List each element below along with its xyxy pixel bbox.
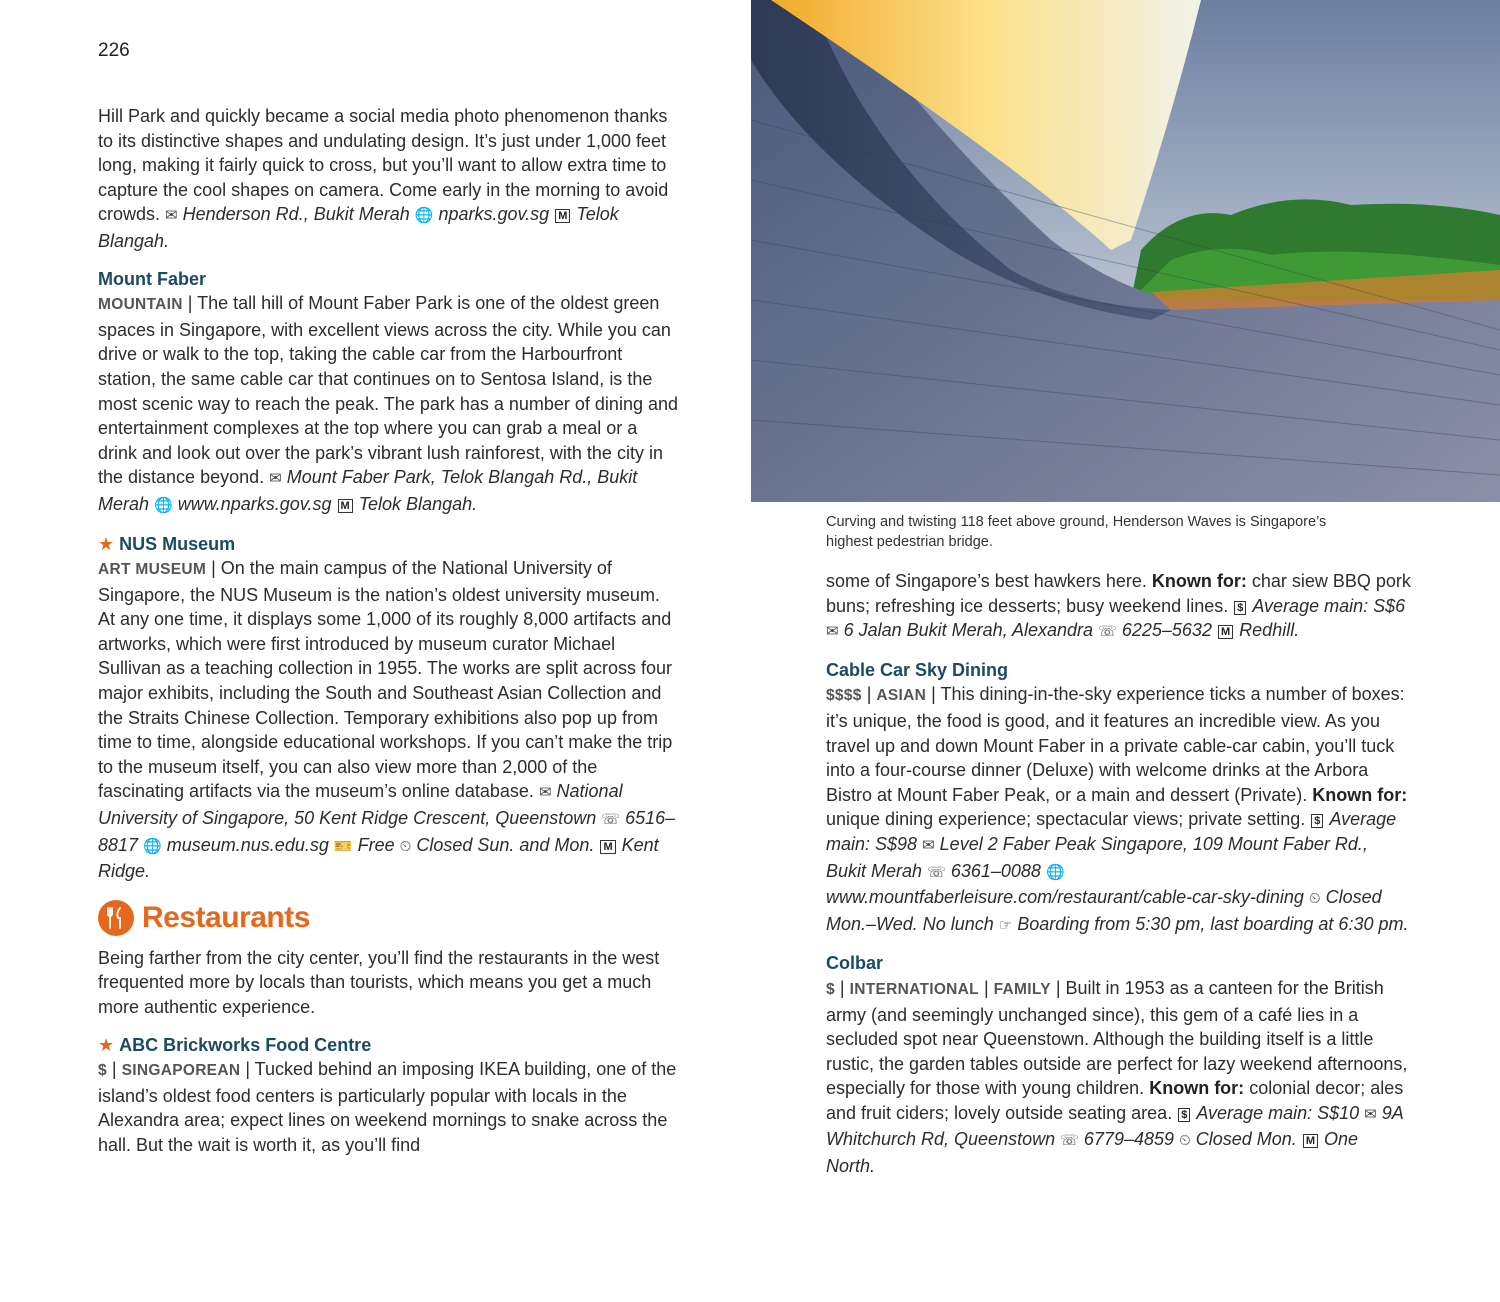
cable-car-address: Level 2 Faber Peak Singapore, 109 Mount Faber Rd., Bukit Merah	[826, 833, 1368, 881]
fork-knife-icon	[98, 900, 134, 936]
colbar-address: 9A Whitchurch Rd, Queenstown	[826, 1102, 1404, 1150]
cable-car-hours: Closed Mon.–Wed. No lunch	[826, 887, 1382, 934]
colbar-title: Colbar	[826, 953, 884, 974]
star-icon: ★	[98, 533, 115, 554]
nus-museum-metro: Kent Ridge.	[98, 834, 659, 882]
cable-car-phone: 6361–0088	[950, 860, 1041, 881]
mount-faber-address: Mount Faber Park, Telok Blangah Rd., Bukit Merah	[98, 467, 638, 514]
restaurants-intro: Being farther from the city center, you’ll find the restaurants in the west frequented more by locals than tourists, which means you get a much more authentic experience.	[98, 947, 660, 1017]
restaurants-heading	[98, 900, 678, 936]
ticket-icon: 🎫	[333, 837, 353, 855]
phone-icon: ☏	[601, 811, 621, 829]
colbar-known-label: Known for:	[1149, 1078, 1245, 1099]
mail-icon: ✉	[538, 784, 552, 802]
colbar-metro: One North.	[826, 1129, 1359, 1177]
bridge-illustration	[751, 0, 1500, 502]
abc-continued	[826, 569, 1411, 645]
mount-faber-web-link[interactable]: www.nparks.gov.sg	[177, 493, 332, 514]
phone-icon: ☏	[1098, 623, 1117, 641]
abc-known-label: Known for:	[1151, 571, 1247, 591]
henderson-waves-photo	[751, 0, 1500, 502]
mount-faber-metro: Telok Blangah.	[358, 493, 478, 514]
phone-icon: ☏	[927, 863, 946, 881]
intro-address: Henderson Rd., Bukit Merah	[182, 204, 410, 225]
cable-car-note: Boarding from 5:30 pm, last boarding at 6:30 pm.	[1017, 913, 1409, 934]
nus-museum-title: NUS Museum	[119, 533, 236, 554]
cable-car-entry: Cable Car Sky Dining $$$$ | ASIAN | This dining-in-the-sky experience ticks a number of boxes: it’s unique, the food is good, and it features an incredible view. As you travel up and down Mount Faber in a private cable-car cabin, you’ll tuck into a four-course dinner (Deluxe) with welcome drinks at the Arbora Bistro at Mount Faber Peak, or a main and dessert (Private). Known for: unique dining experience; spectacular views; private setting. $ Average main: S$98 ✉ Level 2 Faber Peak Singapore, 109 Mount Faber Rd., Bukit Merah ☏ 6361–0088 🌐 www.mountfaberleisure.com/restaurant/cable-car-sky-dining ⏲ Closed Mon.–Wed. No lunch ☞ Boarding from 5:30 pm, last boarding at 6:30 pm.	[826, 659, 1409, 934]
mail-icon: ✉	[922, 836, 935, 854]
metro-icon: M	[1303, 1134, 1318, 1148]
right-column	[826, 569, 1411, 1179]
mount-faber-text: The tall hill of Mount Faber Park is one of the oldest green spaces in Singapore, with excellent views across the city. While you can drive or walk to the top, taking the cable car from the Harbourfront station, the same cable car that continues on to Sentosa Island, is the most scenic way to reach the peak. The park has a number of dining and entertainment complexes at the top where you can grab a meal or a drink and look out over the park’s vibrant lush rainforest, with the city in the distance beyond.	[98, 293, 678, 488]
globe-icon: 🌐	[154, 496, 173, 514]
nus-museum-category: ART MUSEUM	[98, 561, 207, 579]
cable-car-text: This dining-in-the-sky experience ticks a number of boxes: it’s unique, the food is good, and it features an incredible view. As you travel up and down Mount Faber in a private cable-car cabin, you’ll tuck into a four-course dinner (Deluxe) with welcome drinks at the Arbora Bistro at Mount Faber Peak, or a main and dessert (Private).	[826, 684, 1405, 805]
abc-metro: Redhill.	[1239, 620, 1300, 641]
colbar-phone: 6779–4859	[1083, 1129, 1175, 1150]
nus-museum-hours: Closed Sun. and Mon.	[416, 834, 595, 855]
mount-faber-category: MOUNTAIN	[98, 296, 183, 314]
nus-museum-entry: ★ NUS Museum ART MUSEUM | On the main campus of the National University of Singapore, the NUS Museum is the nation’s oldest university museum. At any one time, it displays some 1,000 of its roughly 8,000 artifacts and artworks, which were first introduced by museum curator Michael Sullivan as a teaching collection in 1955. The works are split across four major exhibits, including the South and Southeast Asian Collection and the Straits Chinese Collection. Temporary exhibitions also pop up from time to time, alongside educational workshops. If you can’t make the trip to the museum itself, you can also view more than 2,000 of the fascinating artifacts via the museum’s online database. ✉ National University of Singapore, 50 Kent Ridge Crescent, Queenstown ☏ 6516–8817 🌐 museum.nus.edu.sg 🎫 Free ⏲ Closed Sun. and Mon. M Kent Ridge.	[98, 533, 676, 882]
colbar-text: Built in 1953 as a canteen for the British army (and seemingly unchanged since), this gem of a café lies in a secluded spot near Queenstown. Although the building itself is a little rustic, the garden tables outside are perfect for lazy weekend afternoons, especially for those with young children.	[826, 977, 1408, 1099]
mail-icon: ✉	[269, 470, 282, 488]
cable-car-known: unique dining experience; spectacular views; private setting.	[826, 809, 1306, 830]
abc-category: SINGAPOREAN	[121, 1062, 241, 1080]
abc-entry: ★ ABC Brickworks Food Centre $ | SINGAPOREAN | Tucked behind an imposing IKEA building, one of the island’s oldest food centers is particularly popular with locals in the Alexandra area; expect lines on weekend mornings to snake across the hall. But the wait is worth it, as you’ll find	[98, 1034, 677, 1155]
abc-known: char siew BBQ pork buns; refreshing ice desserts; busy weekend lines.	[826, 571, 1411, 616]
abc-address: 6 Jalan Bukit Merah, Alexandra	[843, 620, 1094, 641]
clock-icon: ⏲	[399, 837, 412, 855]
nus-museum-text: On the main campus of the National University of Singapore, the NUS Museum is the nation’s oldest university museum. At any one time, it displays some 1,000 of its roughly 8,000 artifacts and artworks, which were first introduced by museum curator Michael Sullivan as a teaching collection in 1955. The works are split across four major exhibits, including the South and Southeast Asian Collection and the Straits Chinese Collection. Temporary exhibitions also pop up from time to time, alongside educational workshops. If you can’t make the trip to the museum itself, you can also view more than 2,000 of the fascinating artifacts via the museum’s online database.	[98, 558, 673, 802]
cable-car-web-link[interactable]: www.mountfaberleisure.com/restaurant/cable-car-sky-dining	[826, 887, 1304, 908]
colbar-category: INTERNATIONAL	[849, 980, 979, 998]
metro-icon: M	[555, 209, 570, 223]
abc-title: ABC Brickworks Food Centre	[119, 1034, 372, 1055]
clock-icon: ⏲	[1308, 890, 1321, 908]
mail-icon: ✉	[165, 207, 178, 225]
abc-phone: 6225–5632	[1121, 620, 1212, 641]
mail-icon: ✉	[826, 623, 839, 641]
mail-icon: ✉	[1364, 1105, 1377, 1123]
colbar-known: colonial decor; ales and fruit ciders; lovely outside seating area.	[826, 1078, 1404, 1123]
mount-faber-entry: Mount Faber MOUNTAIN | The tall hill of Mount Faber Park is one of the oldest green spaces in Singapore, with excellent views across the city. While you can drive or walk to the top, taking the cable car from the Harbourfront station, the same cable car that continues on to Sentosa Island, is the most scenic way to reach the peak. The park has a number of dining and entertainment complexes at the top where you can grab a meal or a drink and look out over the park’s vibrant lush rainforest, with the city in the distance beyond. ✉ Mount Faber Park, Telok Blangah Rd., Bukit Merah 🌐 www.nparks.gov.sg M Telok Blangah.	[98, 268, 678, 514]
metro-icon: M	[600, 840, 615, 854]
intro-metro: Telok Blangah.	[98, 204, 619, 251]
globe-icon: 🌐	[143, 837, 162, 855]
hand-pointer-icon: ☞	[998, 916, 1013, 934]
mount-faber-title: Mount Faber	[98, 268, 206, 289]
abc-cont-text: some of Singapore’s best hawkers here.	[826, 571, 1147, 591]
globe-icon: 🌐	[1045, 863, 1065, 881]
page-number: 226	[98, 40, 130, 61]
nus-museum-phone: 6516–8817	[98, 808, 676, 855]
photo-caption: Curving and twisting 118 feet above ground, Henderson Waves is Singapore’s highest pedestrian bridge.	[826, 514, 1327, 550]
colbar-avg: Average main: S$10	[1196, 1102, 1360, 1123]
left-column	[98, 104, 678, 1158]
nus-museum-fee: Free	[357, 834, 395, 855]
cable-car-title: Cable Car Sky Dining	[826, 659, 1009, 680]
colbar-entry: Colbar $ | INTERNATIONAL | FAMILY | Built in 1953 as a canteen for the British army (and seemingly unchanged since), this gem of a café lies in a secluded spot near Queenstown. Although the building itself is a little rustic, the garden tables outside are perfect for lazy weekend afternoons, especially for those with young children. Known for: colonial decor; ales and fruit ciders; lovely outside seating area. $ Average main: S$10 ✉ 9A Whitchurch Rd, Queenstown ☏ 6779–4859 ⏲ Closed Mon. M One North.	[826, 953, 1408, 1177]
cable-car-category: ASIAN	[876, 687, 927, 705]
clock-icon: ⏲	[1179, 1132, 1191, 1150]
cable-car-price: $$$$	[826, 687, 862, 705]
metro-icon: M	[1218, 625, 1233, 639]
colbar-category-2: FAMILY	[993, 980, 1051, 998]
restaurants-title: Restaurants	[142, 900, 310, 934]
colbar-price: $	[826, 980, 835, 998]
dollar-icon: $	[1178, 1108, 1190, 1122]
cable-car-known-label: Known for:	[1312, 784, 1408, 805]
colbar-hours: Closed Mon.	[1195, 1129, 1297, 1150]
abc-text: Tucked behind an imposing IKEA building, one of the island’s oldest food centers is particularly popular with locals in the Alexandra area; expect lines on weekend mornings to snake across the hall. But the wait is worth it, as you’ll find	[98, 1059, 677, 1155]
henderson-intro	[98, 104, 678, 254]
dollar-icon: $	[1234, 601, 1246, 615]
abc-price: $	[98, 1062, 107, 1080]
globe-icon: 🌐	[414, 207, 434, 225]
star-icon: ★	[98, 1034, 115, 1055]
abc-avg: Average main: S$6	[1252, 595, 1406, 616]
metro-icon: M	[338, 499, 353, 513]
cable-car-avg: Average main: S$98	[826, 809, 1397, 854]
phone-icon: ☏	[1060, 1132, 1079, 1150]
nus-museum-address: National University of Singapore, 50 Kent Ridge Crescent, Queenstown	[98, 781, 623, 829]
dollar-icon: $	[1311, 814, 1323, 828]
intro-web-link[interactable]: nparks.gov.sg	[438, 204, 550, 225]
nus-museum-web-link[interactable]: museum.nus.edu.sg	[166, 834, 329, 855]
intro-text: Hill Park and quickly became a social media photo phenomenon thanks to its distinctive shapes and undulating design. It’s just under 1,000 feet long, making it fairly quick to cross, but you’ll want to allow extra time to capture the cool shapes on camera. Come early in the morning to avoid crowds.	[98, 106, 669, 225]
